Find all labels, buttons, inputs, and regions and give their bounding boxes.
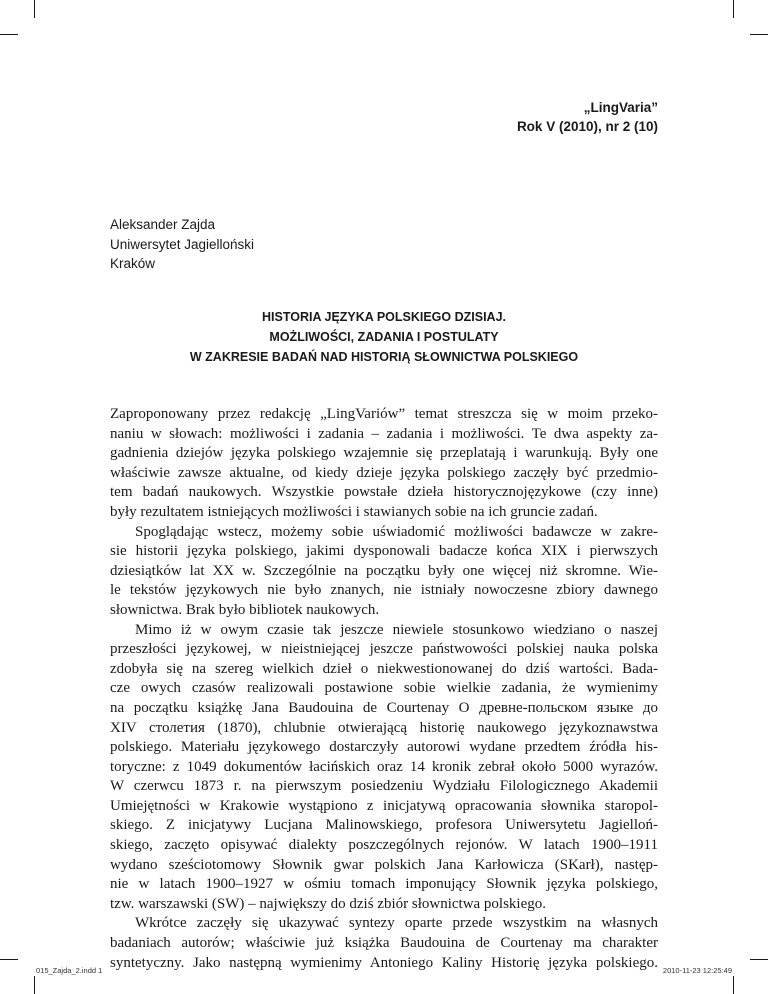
- body-line: dziesiątków lat XX w. Szczególnie na początku były one więcej niż skromne. Wie-: [110, 562, 658, 579]
- title-line: MOŻLIWOŚCI, ZADANIA I POSTULATY: [269, 330, 499, 344]
- body-line: Mimo iż w owym czasie tak jeszcze niewiele stosunkowo wiedziano o naszej: [135, 621, 658, 638]
- body-line: na początku książkę Jana Baudouina de Courtenay О древне-польском языке до: [110, 699, 658, 716]
- body-line: cze owych czasów realizowali postawione sobie wielkie zadania, że wymienimy: [110, 680, 658, 697]
- footer-file: 015_Zajda_2.indd 1: [36, 966, 103, 975]
- crop-mark: [733, 0, 734, 18]
- article-body: [110, 405, 658, 973]
- body-line: tzw. warszawski (SW) – największy do dziś zbiór słownictwa polskiego.: [110, 895, 547, 912]
- crop-mark: [0, 34, 18, 35]
- footer-timestamp: 2010-11-23 12:25:49: [662, 966, 732, 975]
- body-line: syntetyczny. Jako następną wymienimy Antoniego Kaliny Historię języka polskiego.: [110, 954, 658, 971]
- crop-mark: [34, 976, 35, 994]
- body-line: Spoglądając wstecz, możemy sobie uświadomić możliwości badawcze w zakre-: [135, 523, 658, 540]
- body-line: W czerwcu 1873 r. na pierwszym posiedzeniu Wydziału Filologicznego Akademii: [110, 778, 658, 795]
- body-line: właściwie zawsze aktualne, od kiedy dzieje języka polskiego zaczęły być przedmio-: [110, 464, 658, 481]
- crop-mark: [750, 34, 768, 35]
- body-line: Zaproponowany przez redakcję „LingVariów” temat streszcza się w moim przeko-: [110, 406, 658, 422]
- body-line: zdobyła się na szereg wielkich dzieł o niekwestionowanej do dziś wartości. Bada-: [110, 660, 658, 677]
- body-line: sie historii języka polskiego, jakimi dysponowali badacze końca XIX i pierwszych: [110, 543, 658, 560]
- body-line: naniu w słowach: możliwości i zadania – zadania i możliwości. Te dwa aspekty za-: [110, 425, 658, 442]
- body-line: wydano sześciotomowy Słownik gwar polskich Jana Karłowicza (SKarł), następ-: [110, 856, 658, 873]
- author-name: Aleksander Zajda: [110, 217, 216, 232]
- article-title: [110, 307, 658, 367]
- crop-mark: [750, 959, 768, 960]
- body-line: przeszłości językowej, w nieistniejącej jeszcze państwowości polskiej nauka polska: [110, 641, 658, 658]
- body-line: le tekstów językowych nie było znanych, nie istniały nowoczesne zbiory dawnego: [110, 582, 658, 599]
- body-line: skiego. Z inicjatywy Lucjana Malinowskiego, profesora Uniwersytetu Jagielloń-: [110, 817, 658, 834]
- body-line: nie w latach 1900–1927 w ośmiu tomach imponujący Słownik języka polskiego,: [110, 876, 658, 893]
- author-block: [110, 215, 254, 274]
- body-line: gadnienia dziejów języka polskiego wzajemnie się przeplatają i warunkują. Były one: [110, 445, 658, 462]
- body-line: słownictwa. Brak było bibliotek naukowych.: [110, 601, 380, 618]
- body-line: polskiego. Materiału językowego dostarczyły autorowi wydane przedtem źródła his-: [110, 739, 658, 756]
- journal-name: „LingVaria”: [583, 100, 658, 115]
- crop-mark: [733, 976, 734, 994]
- title-line: HISTORIA JĘZYKA POLSKIEGO DZISIAJ.: [261, 310, 507, 324]
- journal-issue: Rok V (2010), nr 2 (10): [516, 119, 658, 134]
- body-line: badaniach autorów; właściwie już książka Baudouina de Courtenay ma charakter: [110, 935, 658, 952]
- author-affiliation: Uniwersytet Jagielloński: [110, 236, 255, 252]
- title-line: W ZAKRESIE BADAŃ NAD HISTORIĄ SŁOWNICTWA POLSKIEGO: [189, 350, 579, 364]
- journal-header: [517, 98, 658, 136]
- author-city: Kraków: [110, 256, 156, 271]
- body-line: XIV столетия (1870), chlubnie otwierającą historię naukowego językoznawstwa: [110, 719, 658, 736]
- body-line: były rezultatem istniejących możliwości i stawianych sobie na ich gruncie zadań.: [110, 503, 598, 520]
- body-line: tem badań naukowych. Wszystkie powstałe dzieła historycznojęzykowe (czy inne): [110, 484, 658, 501]
- crop-mark: [0, 959, 18, 960]
- body-line: toryczne: z 1049 dokumentów łacińskich oraz 14 kronik zebrał około 5000 wyrazów.: [110, 758, 658, 775]
- crop-mark: [34, 0, 35, 18]
- body-line: Umiejętności w Krakowie wystąpiono z inicjatywą opracowania słownika staropol-: [110, 797, 658, 814]
- body-line: skiego, zaczęto opisywać dialekty poszczególnych rejonów. W latach 1900–1911: [110, 837, 658, 854]
- body-line: Wkrótce zaczęły się ukazywać syntezy oparte przede wszystkim na własnych: [135, 915, 658, 932]
